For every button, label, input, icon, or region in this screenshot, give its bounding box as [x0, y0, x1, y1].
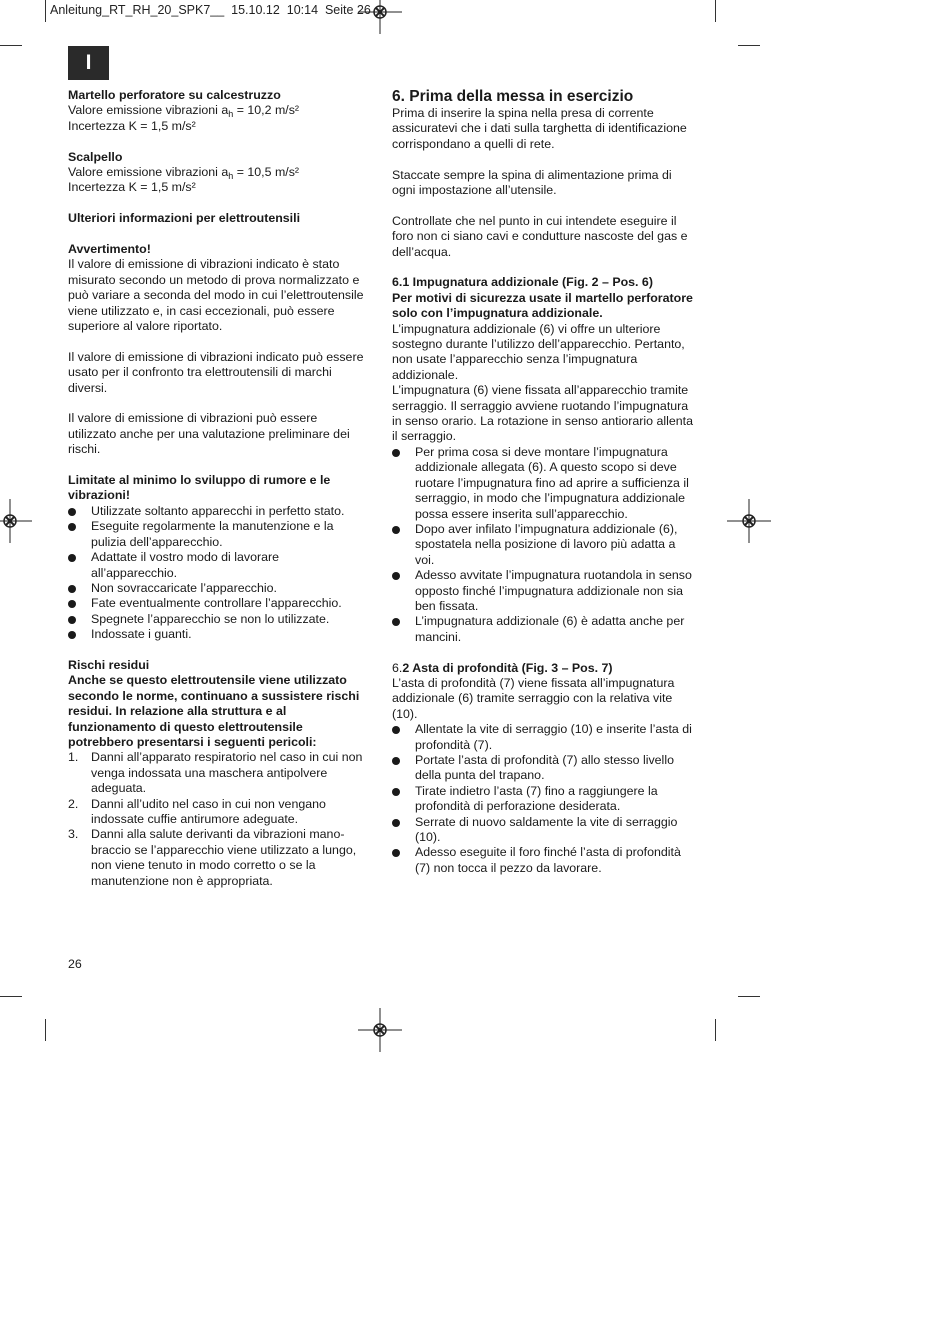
- crop-mark-top-left-h: [0, 45, 22, 46]
- bullet-icon: [68, 523, 76, 531]
- crop-mark-top-right-v: [715, 0, 716, 22]
- left-column: [68, 88, 368, 889]
- list-item-text: Adattate il vostro modo di lavorare all’apparecchio.: [91, 550, 280, 580]
- bullet-icon: [392, 819, 400, 827]
- list-item-text: Adesso avvitate l’impugnatura ruotandola in senso opposto finché l’impugnatura addizionale non sia ben fissata.: [415, 568, 692, 613]
- subsection-6-2-title: [392, 661, 697, 676]
- registration-mark-left-icon: [0, 499, 32, 543]
- subsection-6-2-title-text: 2 Asta di profondità (Fig. 3 – Pos. 7): [402, 660, 613, 675]
- bullet-icon: [392, 757, 400, 765]
- list-item: [392, 568, 697, 614]
- warning-paragraph-3: Il valore di emissione di vibrazioni può essere utilizzato anche per una valutazione preliminare dei rischi.: [68, 411, 350, 457]
- list-item-text: Non sovraccaricate l’apparecchio.: [91, 580, 277, 595]
- list-item: [392, 845, 697, 876]
- subsection-6-1-safety-note: Per motivi di sicurezza usate il martello perforatore solo con l’impugnatura addizionale.: [392, 290, 693, 321]
- list-item: [68, 750, 368, 796]
- list-number: 2.: [68, 796, 79, 811]
- subsection-6-2-number: 6.: [392, 660, 403, 675]
- list-item: [392, 722, 697, 753]
- list-item-text: Tirate indietro l’asta (7) fino a raggiungere la profondità di perforazione desiderata.: [415, 783, 658, 814]
- list-item: [392, 815, 697, 846]
- chisel-uncertainty: Incertezza K = 1,5 m/s²: [68, 180, 196, 195]
- intro-paragraph-1: Prima di inserire la spina nella presa di corrente assicuratevi che i dati sulla targhetta di identificazione corrispondano a quelli di rete.: [392, 106, 687, 151]
- chisel-title: Scalpello: [68, 149, 123, 164]
- bullet-icon: [392, 572, 400, 580]
- language-tab: I: [68, 46, 109, 80]
- list-item-text: Portate l’asta di profondità (7) allo stesso livello della punta del trapano.: [415, 753, 674, 783]
- page-number: 26: [68, 957, 82, 971]
- list-item: [392, 522, 697, 568]
- list-item: [68, 827, 368, 889]
- list-item-text: Indossate i guanti.: [91, 627, 192, 642]
- hammer-uncertainty: Incertezza K = 1,5 m/s²: [68, 118, 196, 133]
- list-item: [392, 614, 697, 645]
- registration-mark-right-icon: [727, 499, 771, 543]
- crop-mark-bottom-right-h: [738, 996, 760, 997]
- bullet-icon: [68, 508, 76, 516]
- hammer-vib-value: = 10,2 m/s²: [233, 103, 300, 118]
- hammer-vib-label: Valore emissione vibrazioni a: [68, 103, 229, 118]
- bullet-icon: [392, 526, 400, 534]
- list-number: 3.: [68, 827, 79, 842]
- list-item-text: Danni alla salute derivanti da vibrazioni mano-braccio se l’apparecchio viene utilizzato a lungo, non viene tenuto in modo corretto o se la manutenzione non è appropriata.: [91, 827, 357, 888]
- bullet-icon: [392, 726, 400, 734]
- list-item: [68, 550, 368, 581]
- crop-mark-bottom-left-v: [45, 1019, 46, 1041]
- subsection-6-2-list: [392, 722, 697, 876]
- list-item-text: Adesso eseguite il foro finché l’asta di profondità (7) non tocca il pezzo da lavorare.: [415, 845, 681, 875]
- hammer-vibration-value: [68, 103, 368, 118]
- list-item-text: Danni all’apparato respiratorio nel caso in cui non venga indossata una maschera antipolvere adeguata.: [91, 750, 363, 796]
- bullet-icon: [68, 616, 76, 624]
- list-item-text: Dopo aver infilato l’impugnatura addizionale (6), spostatela nella posizione di lavoro più adatta a voi.: [415, 521, 678, 567]
- subsection-6-1-list: [392, 445, 697, 645]
- list-item-text: Per prima cosa si deve montare l’impugnatura addizionale allegata (6). A questo scopo si deve ruotare l’impugnatura fino ad aprire a sufficienza il serraggio, in modo che l’impugnatura addizionale possa essere inserita sull’apparecchio.: [415, 444, 689, 521]
- bullet-icon: [68, 554, 76, 562]
- risks-list: [68, 750, 368, 889]
- bullet-icon: [392, 849, 400, 857]
- list-item-text: Danni all’udito nel caso in cui non vengano indossate cuffie antirumore adeguate.: [91, 796, 326, 826]
- list-item: [68, 627, 368, 642]
- subsection-6-2-paragraph-1: L’asta di profondità (7) viene fissata all’impugnatura addizionale (6) tramite serraggio con la relativa vite (10).: [392, 675, 675, 721]
- intro-paragraph-2: Staccate sempre la spina di alimentazione prima di ogni impostazione all’utensile.: [392, 167, 672, 198]
- risks-intro: Anche se questo elettroutensile viene utilizzato secondo le norme, continuano a sussistere rischi residui. In relazione alla struttura e al funzionamento di questo elettroutensile potrebbero presentarsi i seguenti pericoli:: [68, 673, 360, 749]
- right-column: [392, 87, 697, 876]
- list-item-text: L’impugnatura addizionale (6) è adatta anche per mancini.: [415, 614, 685, 644]
- subsection-6-1-paragraph-2: L’impugnatura (6) viene fissata all’apparecchio tramite serraggio. Il serraggio avviene ruotando l’impugnatura in senso orario. La rotazione in senso antiorario allenta il serraggio.: [392, 383, 693, 444]
- bullet-icon: [68, 585, 76, 593]
- limit-list: [68, 504, 368, 643]
- chisel-vib-sub: h: [228, 171, 234, 182]
- list-item: [392, 784, 697, 815]
- risks-title: Rischi residui: [68, 657, 150, 672]
- warning-title: Avvertimento!: [68, 242, 151, 257]
- list-item: [68, 581, 368, 596]
- crop-mark-top-right-h: [738, 45, 760, 46]
- chisel-vib-value: = 10,5 m/s²: [233, 165, 300, 180]
- list-item-text: Allentate la vite di serraggio (10) e inserite l’asta di profondità (7).: [415, 722, 692, 752]
- list-item: [68, 612, 368, 627]
- list-item-text: Utilizzate soltanto apparecchi in perfetto stato.: [91, 503, 345, 518]
- list-item: [68, 797, 368, 828]
- list-item-text: Fate eventualmente controllare l’apparecchio.: [91, 596, 342, 611]
- bullet-icon: [392, 449, 400, 457]
- hammer-vib-sub: h: [228, 109, 234, 120]
- bullet-icon: [68, 600, 76, 608]
- list-item-text: Eseguite regolarmente la manutenzione e la pulizia dell’apparecchio.: [91, 519, 334, 549]
- subsection-6-1-title: 6.1 Impugnatura addizionale (Fig. 2 – Pos. 6): [392, 275, 653, 290]
- subsection-6-1-paragraph-1: L’impugnatura addizionale (6) vi offre un ulteriore sostegno durante l’utilizzo dell’apparecchio. Pertanto, non usate l’apparecchio senza l’impugnatura addizionale.: [392, 321, 685, 382]
- warning-paragraph-2: Il valore di emissione di vibrazioni indicato può essere usato per il confronto tra elettroutensili di marchi diversi.: [68, 349, 364, 395]
- crop-mark-bottom-left-h: [0, 996, 22, 997]
- limit-title: Limitate al minimo lo sviluppo di rumore e le vibrazioni!: [68, 473, 331, 503]
- bullet-icon: [392, 618, 400, 626]
- warning-paragraph-1: Il valore di emissione di vibrazioni indicato è stato misurato secondo un metodo di prova normalizzato e può variare a seconda del modo in cui l’elettroutensile viene utilizzato e, in casi eccezionali, può essere superiore al valore riportato.: [68, 257, 364, 334]
- list-number: 1.: [68, 750, 79, 765]
- list-item: [68, 596, 368, 611]
- chisel-vibration-value: [68, 165, 368, 180]
- print-slug: Anleitung_RT_RH_20_SPK7__ 15.10.12 10:14 Seite 26: [50, 3, 371, 17]
- intro-paragraph-3: Controllate che nel punto in cui intendete eseguire il foro non ci siano cavi e condutture nascoste del gas e dell’acqua.: [392, 213, 688, 259]
- list-item: [392, 753, 697, 784]
- list-item: [68, 504, 368, 519]
- hammer-title: Martello perforatore su calcestruzzo: [68, 88, 281, 102]
- registration-mark-top-icon: [358, 0, 402, 34]
- list-item-text: Serrate di nuovo saldamente la vite di serraggio (10).: [415, 814, 678, 845]
- bullet-icon: [392, 788, 400, 796]
- list-item-text: Spegnete l’apparecchio se non lo utilizzate.: [91, 611, 330, 626]
- chisel-vib-label: Valore emissione vibrazioni a: [68, 165, 229, 180]
- crop-mark-top-left-v: [45, 0, 46, 22]
- crop-mark-bottom-right-v: [715, 1019, 716, 1041]
- section-title: 6. Prima della messa in esercizio: [392, 88, 634, 105]
- list-item: [68, 519, 368, 550]
- bullet-icon: [68, 631, 76, 639]
- list-item: [392, 445, 697, 522]
- further-info-title: Ulteriori informazioni per elettroutensili: [68, 211, 301, 226]
- registration-mark-bottom-icon: [358, 1008, 402, 1052]
